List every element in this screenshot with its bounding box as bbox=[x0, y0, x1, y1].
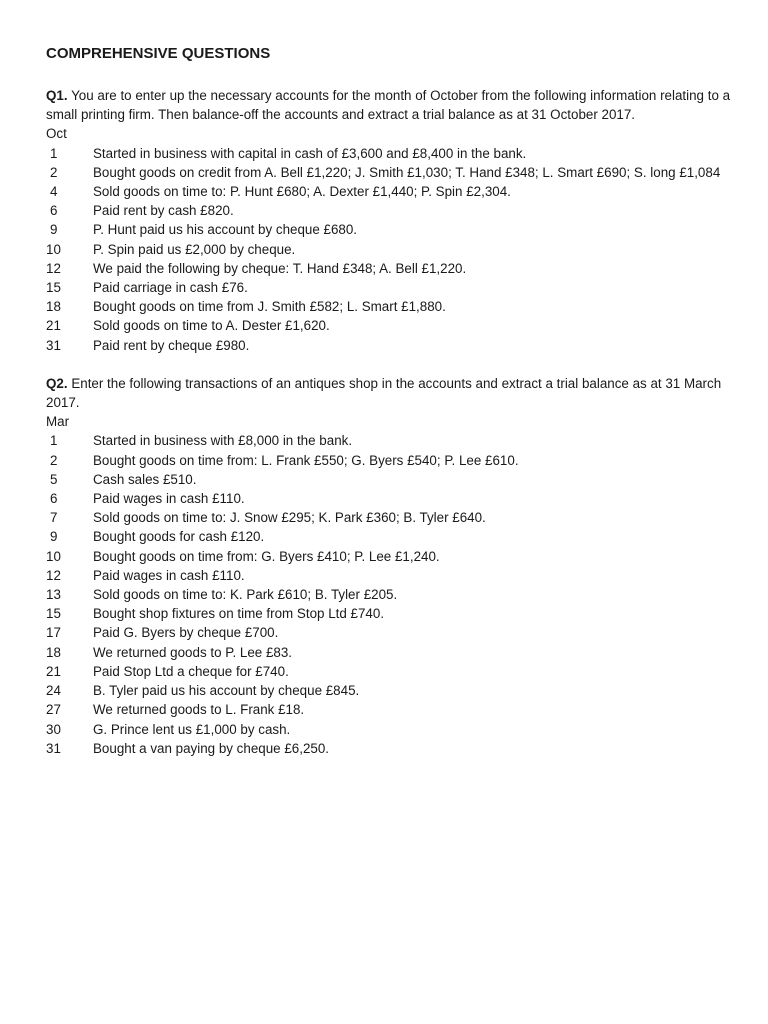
transaction-entry bbox=[46, 547, 736, 566]
transaction-description: Bought shop fixtures on time from Stop Ltd £740. bbox=[93, 606, 385, 622]
transaction-description: Bought goods on time from: L. Frank £550; G. Byers £540; P. Lee £610. bbox=[93, 452, 519, 468]
transaction-description: B. Tyler paid us his account by cheque £845. bbox=[93, 683, 360, 699]
transaction-day: 1 bbox=[50, 433, 58, 449]
transaction-description: Paid wages in cash £110. bbox=[93, 567, 245, 583]
transaction-entry bbox=[46, 278, 736, 297]
transaction-day: 10 bbox=[46, 548, 61, 564]
transaction-day: 31 bbox=[46, 337, 61, 353]
transaction-description: Bought goods on time from J. Smith £582; L. Smart £1,880. bbox=[93, 299, 446, 315]
transaction-entry bbox=[46, 720, 736, 739]
question-2-label: Q2. bbox=[46, 375, 68, 391]
transaction-entry bbox=[46, 220, 736, 239]
transaction-description: We paid the following by cheque: T. Hand £348; A. Bell £1,220. bbox=[93, 260, 467, 276]
transaction-description: Sold goods on time to: P. Hunt £680; A. Dexter £1,440; P. Spin £2,304. bbox=[93, 184, 511, 200]
transaction-day: 27 bbox=[46, 702, 61, 718]
transaction-day: 12 bbox=[46, 567, 61, 583]
transaction-description: Paid G. Byers by cheque £700. bbox=[93, 625, 279, 641]
transaction-entry bbox=[46, 527, 736, 546]
transaction-entry bbox=[46, 470, 736, 489]
transaction-entry bbox=[46, 623, 736, 642]
transaction-day: 9 bbox=[50, 529, 58, 545]
transaction-entry bbox=[46, 489, 736, 508]
question-1-section bbox=[46, 86, 736, 355]
transaction-description: Paid rent by cash £820. bbox=[93, 203, 234, 219]
transaction-entry bbox=[46, 316, 736, 335]
transaction-entry bbox=[46, 297, 736, 316]
transaction-entry bbox=[46, 336, 736, 355]
question-2-text: Enter the following transactions of an antiques shop in the accounts and extract a trial balance as at 31 March 2017. bbox=[46, 375, 722, 411]
transaction-description: P. Hunt paid us his account by cheque £680. bbox=[93, 222, 358, 238]
transaction-day: 6 bbox=[50, 203, 58, 219]
transaction-day: 9 bbox=[50, 222, 58, 238]
transaction-description: G. Prince lent us £1,000 by cash. bbox=[93, 721, 291, 737]
transaction-entry bbox=[46, 182, 736, 201]
transaction-day: 18 bbox=[46, 644, 61, 660]
transaction-day: 2 bbox=[50, 164, 58, 180]
transaction-entry bbox=[46, 451, 736, 470]
transaction-description: Bought a van paying by cheque £6,250. bbox=[93, 740, 330, 756]
transaction-entry bbox=[46, 144, 736, 163]
transaction-description: Cash sales £510. bbox=[93, 471, 197, 487]
transaction-day: 21 bbox=[46, 663, 61, 679]
question-1-text: You are to enter up the necessary accounts for the month of October from the following information relating to a small printing firm. Then balance-off the accounts and extract a trial balance as at 31 October 2017. bbox=[46, 88, 731, 123]
transaction-description: Started in business with £8,000 in the bank. bbox=[93, 433, 353, 449]
transaction-description: Started in business with capital in cash of £3,600 and £8,400 in the bank. bbox=[93, 145, 527, 161]
transaction-day: 15 bbox=[46, 280, 61, 296]
transaction-day: 6 bbox=[50, 491, 58, 507]
transaction-day: 4 bbox=[50, 184, 58, 200]
transaction-description: Paid wages in cash £110. bbox=[93, 491, 245, 507]
question-1-prompt bbox=[46, 86, 736, 124]
transaction-entry bbox=[46, 508, 736, 527]
transaction-day: 10 bbox=[46, 241, 61, 257]
transaction-description: Bought goods on credit from A. Bell £1,220; J. Smith £1,030; T. Hand £348; L. Smart £690; S. long £1,084 bbox=[93, 164, 721, 180]
transaction-day: 24 bbox=[46, 683, 61, 699]
transaction-entry bbox=[46, 566, 736, 585]
transaction-description: P. Spin paid us £2,000 by cheque. bbox=[93, 241, 296, 257]
transaction-day: 1 bbox=[50, 145, 58, 161]
transaction-day: 13 bbox=[46, 587, 61, 603]
transaction-description: Sold goods on time to: K. Park £610; B. Tyler £205. bbox=[93, 587, 398, 603]
transaction-day: 7 bbox=[50, 510, 58, 526]
question-1-label: Q1. bbox=[46, 88, 68, 103]
transaction-day: 18 bbox=[46, 299, 61, 315]
transaction-entry bbox=[46, 585, 736, 604]
transaction-day: 17 bbox=[46, 625, 61, 641]
transaction-description: Bought goods for cash £120. bbox=[93, 529, 265, 545]
question-1-entries bbox=[46, 144, 736, 355]
transaction-description: We returned goods to L. Frank £18. bbox=[93, 702, 305, 718]
document-heading: COMPREHENSIVE QUESTIONS bbox=[46, 45, 271, 62]
question-2-month: Mar bbox=[46, 414, 70, 430]
transaction-entry bbox=[46, 662, 736, 681]
transaction-entry bbox=[46, 643, 736, 662]
transaction-description: Paid carriage in cash £76. bbox=[93, 280, 248, 296]
transaction-entry bbox=[46, 259, 736, 278]
transaction-description: Paid Stop Ltd a cheque for £740. bbox=[93, 663, 289, 679]
transaction-description: Paid rent by cheque £980. bbox=[93, 337, 250, 353]
transaction-description: Sold goods on time to: J. Snow £295; K. Park £360; B. Tyler £640. bbox=[93, 510, 486, 526]
question-2-section bbox=[46, 374, 736, 758]
transaction-entry bbox=[46, 201, 736, 220]
transaction-description: We returned goods to P. Lee £83. bbox=[93, 644, 293, 660]
question-1-month: Oct bbox=[46, 126, 67, 142]
transaction-description: Sold goods on time to A. Dester £1,620. bbox=[93, 318, 330, 334]
transaction-day: 31 bbox=[46, 740, 61, 756]
transaction-day: 2 bbox=[50, 452, 58, 468]
transaction-entry bbox=[46, 163, 736, 182]
transaction-day: 21 bbox=[46, 318, 61, 334]
document-page bbox=[46, 44, 736, 777]
transaction-day: 30 bbox=[46, 721, 61, 737]
transaction-day: 5 bbox=[50, 471, 58, 487]
question-2-prompt bbox=[46, 374, 736, 412]
transaction-entry bbox=[46, 739, 736, 758]
transaction-entry bbox=[46, 604, 736, 623]
transaction-day: 15 bbox=[46, 606, 61, 622]
transaction-entry bbox=[46, 240, 736, 259]
transaction-description: Bought goods on time from: G. Byers £410; P. Lee £1,240. bbox=[93, 548, 440, 564]
transaction-entry bbox=[46, 431, 736, 450]
question-2-entries bbox=[46, 431, 736, 757]
transaction-entry bbox=[46, 700, 736, 719]
transaction-day: 12 bbox=[46, 260, 61, 276]
transaction-entry bbox=[46, 681, 736, 700]
